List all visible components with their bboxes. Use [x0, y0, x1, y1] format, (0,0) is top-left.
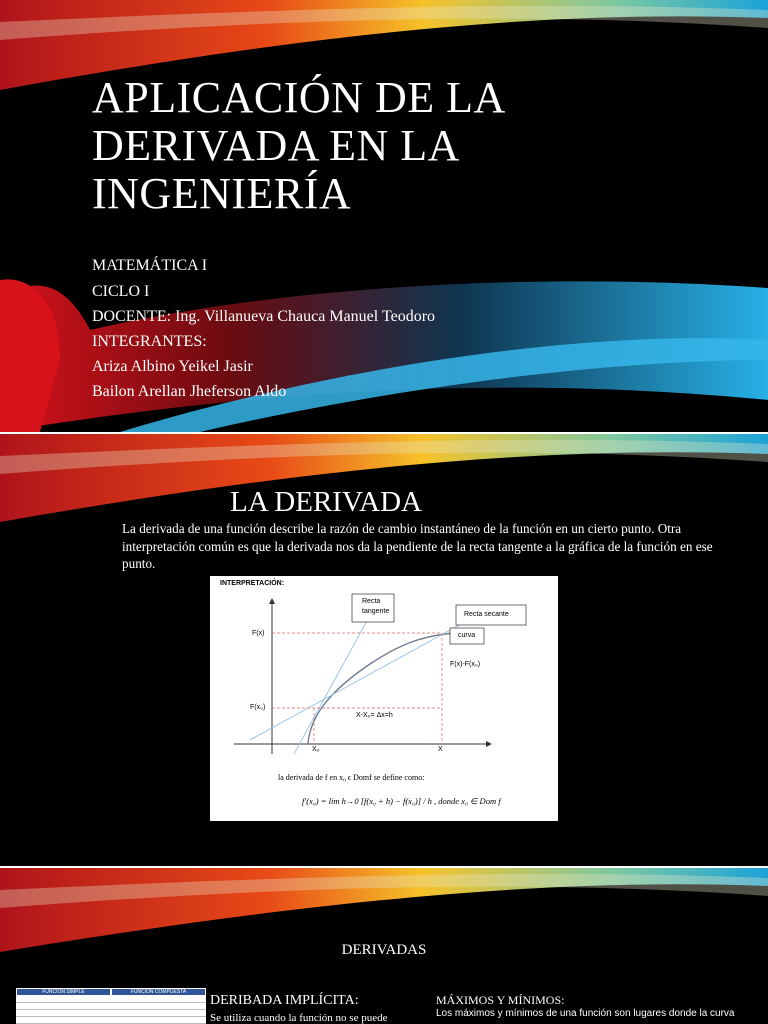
table-row: [16, 1017, 206, 1024]
implicit-text: Se utiliza cuando la función no se puede: [210, 1012, 388, 1024]
table-row: [16, 1003, 206, 1010]
derivative-formula: f′(x₀) = lim h→0 [f(x₀ + h) − f(x₀)] / h , donde x₀ ∈ Dom f: [302, 796, 501, 806]
title-line: APLICACIÓN DE LA: [92, 73, 506, 122]
member-line: Bailon Arellan Jheferson Aldo: [92, 383, 287, 400]
increment-label: X-X₀= Δx=h: [356, 712, 393, 719]
table-header: FUNCIÓN COMPUESTA: [112, 989, 205, 995]
table-row: [16, 1010, 206, 1017]
curve-label: curva: [458, 632, 476, 639]
tangent-label: tangente: [362, 608, 390, 615]
tangent-label: Recta: [362, 598, 381, 605]
members-heading: INTEGRANTES:: [92, 333, 207, 350]
table-row: [16, 996, 206, 1003]
maxmin-heading: MÁXIMOS Y MÍNIMOS:: [436, 993, 565, 1007]
secant-label: Recta secante: [464, 611, 509, 618]
difference-label: F(x)-F(x₀): [450, 661, 481, 668]
figure-heading: INTERPRETACIÓN:: [220, 580, 285, 587]
slide-title: [0, 0, 768, 432]
derivatives-table: [16, 988, 206, 1024]
slide-heading: DERIVADAS: [341, 942, 427, 958]
figure-caption: la derivada de f en x₀ ϵ Domf se define como:: [278, 773, 425, 782]
definition-paragraph: La derivada de una función describe la razón de cambio instantáneo de la función en un cierto punto. Otra interpretación común es que la derivada nos da la pendiente de la recta tangente a la gráfica de la función en ese punto.: [122, 521, 713, 571]
x-label: X: [438, 746, 443, 753]
slide-derivative: [0, 434, 768, 866]
teacher-line: DOCENTE: Ing. Villanueva Chauca Manuel Teodoro: [92, 308, 436, 325]
title-line: INGENIERÍA: [92, 169, 352, 218]
implicit-heading: DERIBADA IMPLÍCITA:: [210, 993, 359, 1008]
table-header: FUNCIÓN SIMPLE: [17, 989, 110, 995]
derivative-figure: [210, 576, 558, 821]
cycle-line: CICLO I: [92, 283, 150, 300]
maxmin-text: Los máximos y mínimos de una función son lugares donde la curva: [436, 1008, 735, 1019]
slide-heading: LA DERIVADA: [230, 486, 422, 518]
x0-label: X₀: [312, 746, 320, 753]
title-line: DERIVADA EN LA: [92, 121, 460, 170]
fx-label: F(x): [252, 630, 265, 637]
fx0-label: F(x₀): [250, 704, 266, 711]
member-line: Ariza Albino Yeikel Jasir: [92, 358, 253, 375]
subject-line: MATEMÁTICA I: [92, 257, 208, 274]
slide-title-text: [92, 74, 692, 218]
slide-derivatives: [0, 868, 768, 1024]
